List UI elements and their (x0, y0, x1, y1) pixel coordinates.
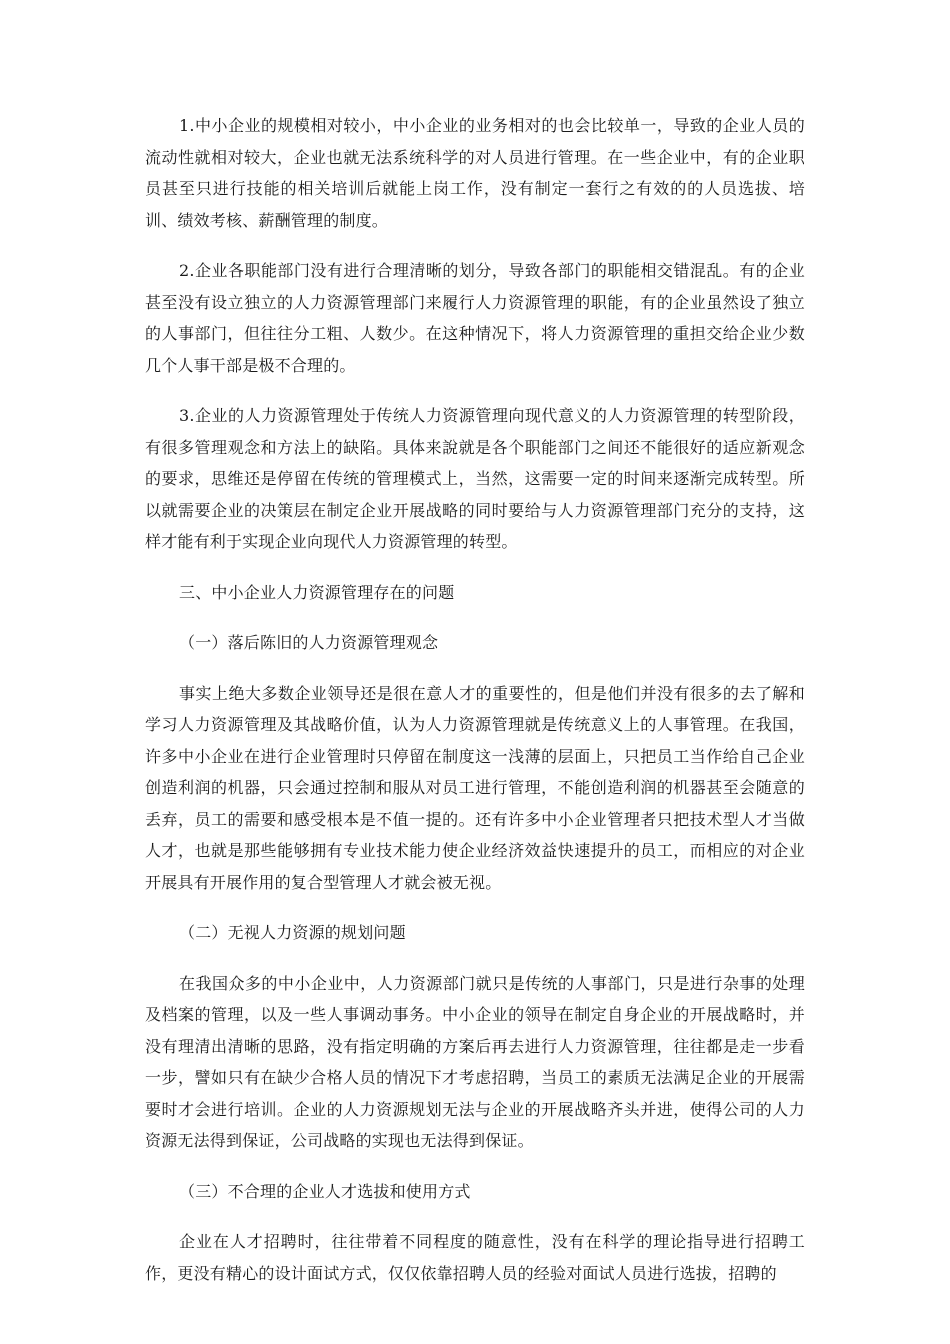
paragraph-1: 1.中小企业的规模相对较小，中小企业的业务相对的也会比较单一，导致的企业人员的流动性就相对较大，企业也就无法系统科学的对人员进行管理。在一些企业中，有的企业职员甚至只进行技能的相关培训后就能上岗工作，没有制定一套行之有效的的人员选拔、培训、绩效考核、薪酬管理的制度。 (145, 116, 805, 230)
subsection-heading-1: （一）落后陈旧的人力资源管理观念 (179, 633, 439, 652)
paragraph-6: 企业在人才招聘时，往往带着不同程度的随意性，没有在科学的理论指导进行招聘工作，更没有精心的设计面试方式，仅仅依靠招聘人员的经验对面试人员进行选拔，招聘的 (145, 1232, 805, 1283)
section-heading: 三、中小企业人力资源管理存在的问题 (179, 582, 455, 602)
paragraph-5: 在我国众多的中小企业中，人力资源部门就只是传统的人事部门，只是进行杂事的处理及档案的管理，以及一些人事调动事务。中小企业的领导在制定自身企业的开展战略时，并没有理清出清晰的思路，没有指定明确的方案后再去进行人力资源管理，往往都是走一步看一步，譬如只有在缺少合格人员的情况下才考虑招聘，当员工的素质无法满足企业的开展需要时才会进行培训。企业的人力资源规划无法与企业的开展战略齐头并进，使得公司的人力资源无法得到保证，公司战略的实现也无法得到保证。 (145, 973, 805, 1150)
paragraph-2: 2.企业各职能部门没有进行合理清晰的划分，导致各部门的职能相交错混乱。有的企业甚至没有设立独立的人力资源管理部门来履行人力资源管理的职能，有的企业虽然设了独立的人事部门，但往往分工粗、人数少。在这种情况下，将人力资源管理的重担交给企业少数几个人事干部是极不合理的。 (145, 261, 805, 375)
document-body (145, 110, 805, 1308)
subsection-heading-2: （二）无视人力资源的规划问题 (179, 923, 406, 942)
paragraph-3: 3.企业的人力资源管理处于传统人力资源管理向现代意义的人力资源管理的转型阶段，有很多管理观念和方法上的缺陷。具体来說就是各个职能部门之间还不能很好的适应新观念的要求，思维还是停留在传统的管理模式上，当然，这需要一定的时间来逐渐完成转型。所以就需要企业的决策层在制定企业开展战略的同时要给与人力资源管理部门充分的支持，这样才能有利于实现企业向现代人力资源管理的转型。 (145, 406, 805, 551)
subsection-heading-3: （三）不合理的企业人才选拔和使用方式 (179, 1181, 471, 1201)
paragraph-4: 事实上绝大多数企业领导还是很在意人才的重要性的，但是他们并没有很多的去了解和学习人力资源管理及其战略价值，认为人力资源管理就是传统意义上的人事管理。在我国，许多中小企业在进行企业管理时只停留在制度这一浅薄的层面上，只把员工当作给自己企业创造利润的机器，只会通过控制和服从对员工进行管理，不能创造利润的机器甚至会随意的丢弃，员工的需要和感受根本是不值一提的。还有许多中小企业管理者只把技术型人才当做人才，也就是那些能够拥有专业技术能力使企业经济效益快速提升的员工，而相应的对企业开展具有开展作用的复合型管理人才就会被无视。 (145, 683, 805, 892)
